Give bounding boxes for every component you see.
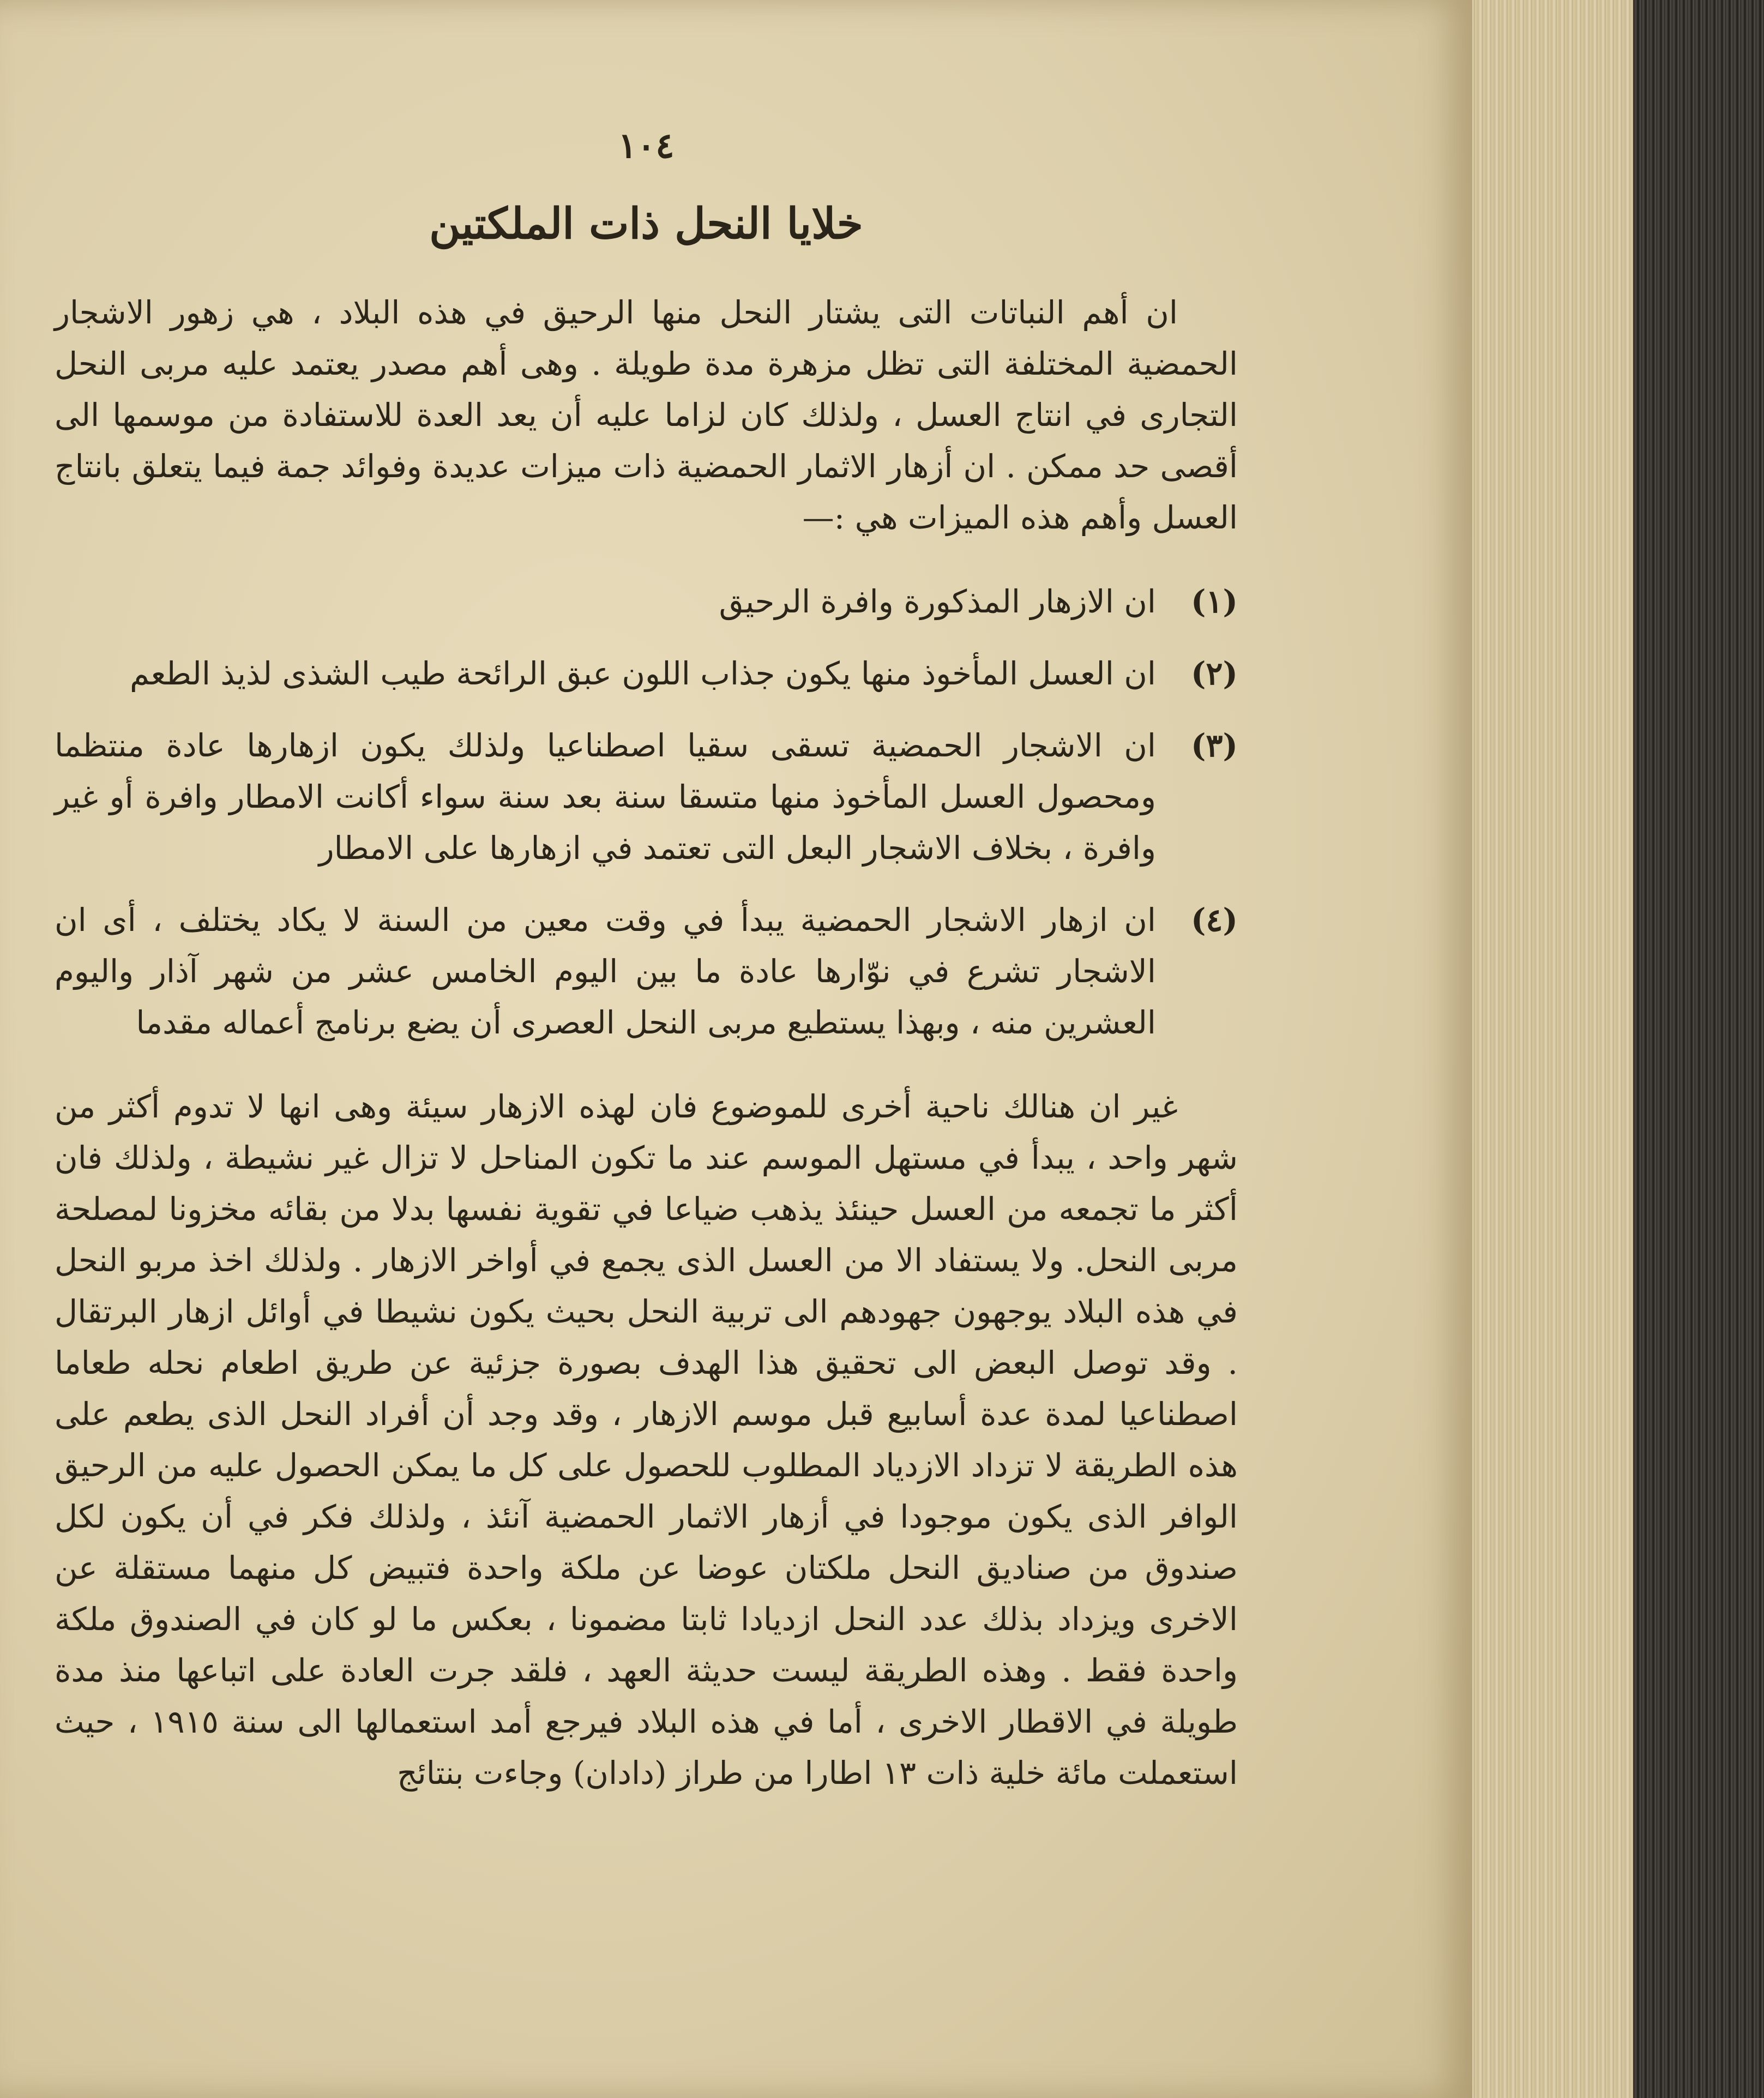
closing-paragraph: غير ان هنالك ناحية أخرى للموضوع فان لهذه الازهار سيئة وهى انها لا تدوم أكثر من شهر واحد ، يبدأ في مستهل الموسم عند ما تكون المناحل لا تزال غير نشيطة ، ولذلك فان أكثر ما تجمعه من العسل حينئذ يذهب ضياعا في تقوية نفسها بدلا من بقائه مخزونا لمصلحة مربى النحل. ولا يستفاد الا من العسل الذى يجمع في أواخر الازهار . ولذلك اخذ مربو النحل في هذه البلاد يوجهون جهودهم الى تربية النحل بحيث يكون نشيطا في أوائل ازهار البرتقال . وقد توصل البعض الى تحقيق هذا الهدف بصورة جزئية عن طريق اطعام نحله طعاما اصطناعيا لمدة عدة أسابيع قبل موسم الازهار ، وقد وجد أن أفراد النحل الذى يطعم على هذه الطريقة لا تزداد الازدياد المطلوب للحصول على كل ما يمكن الحصول عليه من الرحيق الوافر الذى يكون موجودا في أزهار الاثمار الحمضية آنئذ ، ولذلك فكر في أن يكون لكل صندوق من صناديق النحل ملكتان عوضا عن ملكة واحدة فتبيض كل منهما مستقلة عن الاخرى ويزداد بذلك عدد النحل ازديادا ثابتا مضمونا ، بعكس ما لو كان في الصندوق ملكة واحدة فقط . وهذه الطريقة ليست حديثة العهد ، فلقد جرت العادة على اتباعها منذ مدة طويلة في الاقطار الاخرى ، أما في هذه البلاد فيرجع أمد استعمالها الى سنة ١٩١٥ ، حيث استعملت مائة خلية ذات ١٣ اطارا من طراز (دادان) وجاءت بنتائج	[55, 1088, 1238, 1792]
page-number: ١٠٤	[618, 125, 675, 166]
list-item-text: ان الاشجار الحمضية تسقى سقيا اصطناعيا ولذلك يكون ازهارها عادة منتظما ومحصول العسل المأخوذ منها متسقا سنة بعد سنة سواء أكانت الامطار وافرة أو غير وافرة ، بخلاف الاشجار البعل التى تعتمد في ازهارها على الامطار	[55, 727, 1156, 867]
list-item-text: ان ازهار الاشجار الحمضية يبدأ في وقت معين من السنة لا يكاد يختلف ، أى ان الاشجار تشرع في نوّارها عادة ما بين اليوم الخامس عشر من شهر آذار واليوم العشرين منه ، وبهذا يستطيع مربى النحل العصرى أن يضع برنامج أعماله مقدما	[55, 901, 1156, 1041]
list-item-text: ان الازهار المذكورة وافرة الرحيق	[719, 583, 1156, 620]
list-item-number: (٢)	[1190, 655, 1238, 692]
list-item	[55, 576, 1238, 627]
chapter-title: خلايا النحل ذات الملكتين	[429, 199, 863, 249]
list-item-number: (٣)	[1190, 727, 1238, 764]
page-content	[55, 125, 1238, 1831]
list-item-number: (١)	[1190, 583, 1238, 620]
list-item	[55, 648, 1238, 699]
advantages-list	[55, 576, 1238, 1048]
list-item-number: (٤)	[1190, 901, 1238, 939]
list-item-text: ان العسل المأخوذ منها يكون جذاب اللون عبق الرائحة طيب الشذى لذيذ الطعم	[130, 655, 1156, 692]
book-cover-edge	[1633, 0, 1764, 2098]
intro-paragraph: ان أهم النباتات التى يشتار النحل منها الرحيق في هذه البلاد ، هي زهور الاشجار الحمضية المختلفة التى تظل مزهرة مدة طويلة . وهى أهم مصدر يعتمد عليه مربى النحل التجارى في انتاج العسل ، ولذلك كان لزاما عليه أن يعد العدة للاستفادة من موسمها الى أقصى حد ممكن . ان أزهار الاثمار الحمضية ذات ميزات عديدة وفوائد جمة فيما يتعلق بانتاج العسل وأهم هذه الميزات هي :—	[55, 294, 1238, 536]
list-item	[55, 894, 1238, 1048]
list-item	[55, 720, 1238, 874]
